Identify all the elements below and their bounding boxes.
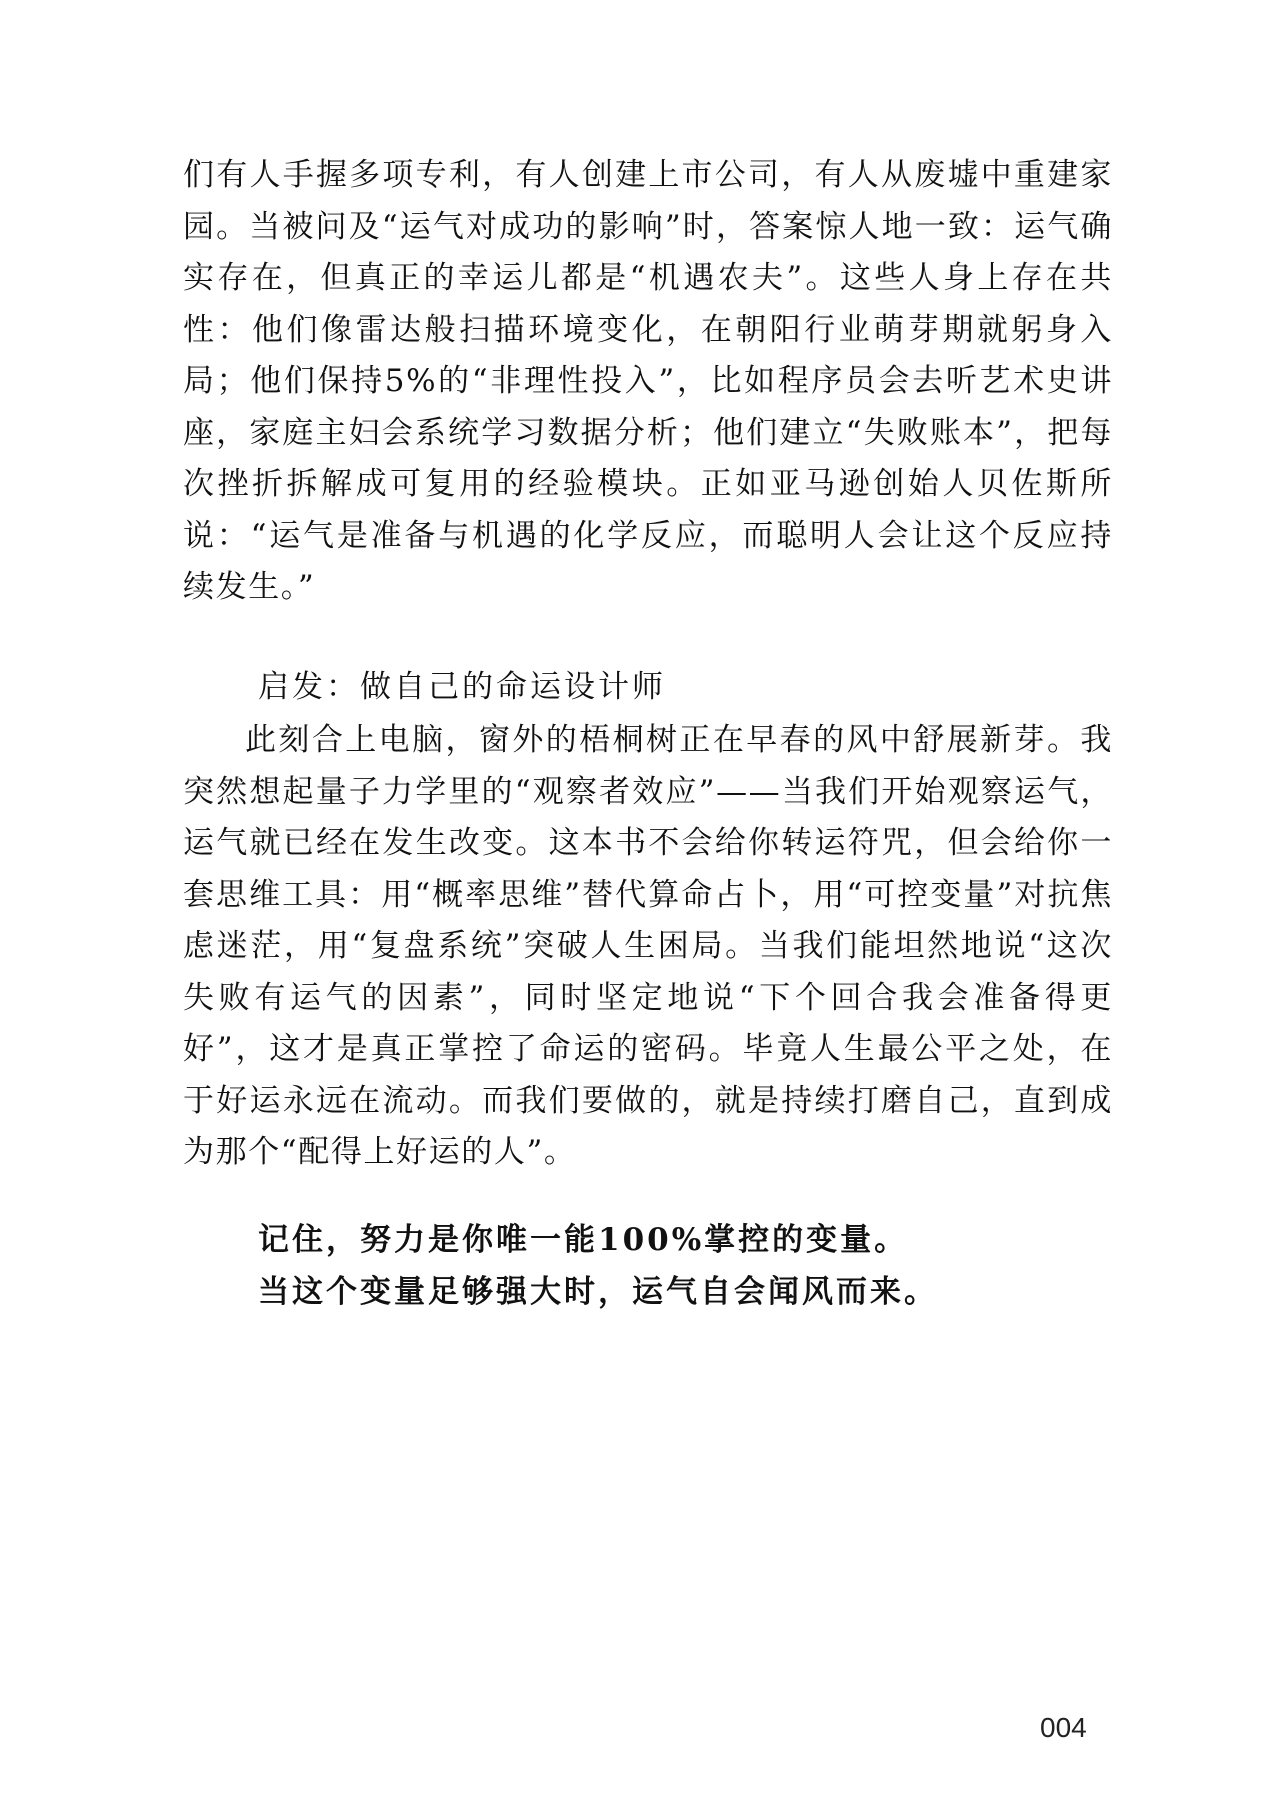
closing-quote-line-1: 记住，努力是你唯一能100%掌控的变量。 bbox=[258, 1222, 909, 1258]
closing-quote-line-2: 当这个变量足够强大时，运气自会闻风而来。 bbox=[258, 1274, 938, 1310]
page-number: 004 bbox=[1040, 1712, 1087, 1743]
body-paragraph-1: 们有人手握多项专利，有人创建上市公司，有人从废墟中重建家园。当被问及“运气对成功的影响”时，答案惊人地一致：运气确实存在，但真正的幸运儿都是“机遇农夫”。这些人身上存在共性：他们像雷达般扫描环境变化，在朝阳行业萌芽期就躬身入局；他们保持5%的“非理性投入”，比如程序员会去听艺术史讲座，家庭主妇会系统学习数据分析；他们建立“失败账本”，把每次挫折拆解成可复用的经验模块。正如亚马逊创始人贝佐斯所说：“运气是准备与机遇的化学反应，而聪明人会让这个反应持续发生。” bbox=[183, 157, 1113, 605]
section-heading: 启发：做自己的命运设计师 bbox=[258, 669, 666, 705]
body-paragraph-2: 此刻合上电脑，窗外的梧桐树正在早春的风中舒展新芽。我突然想起量子力学里的“观察者效应”——当我们开始观察运气，运气就已经在发生改变。这本书不会给你转运符咒，但会给你一套思维工具：用“概率思维”替代算命占卜，用“可控变量”对抗焦虑迷茫，用“复盘系统”突破人生困局。当我们能坦然地说“这次失败有运气的因素”，同时坚定地说“下个回合我会准备得更好”，这才是真正掌控了命运的密码。毕竟人生最公平之处，在于好运永远在流动。而我们要做的，就是持续打磨自己，直到成为那个“配得上好运的人”。 bbox=[183, 722, 1113, 1170]
